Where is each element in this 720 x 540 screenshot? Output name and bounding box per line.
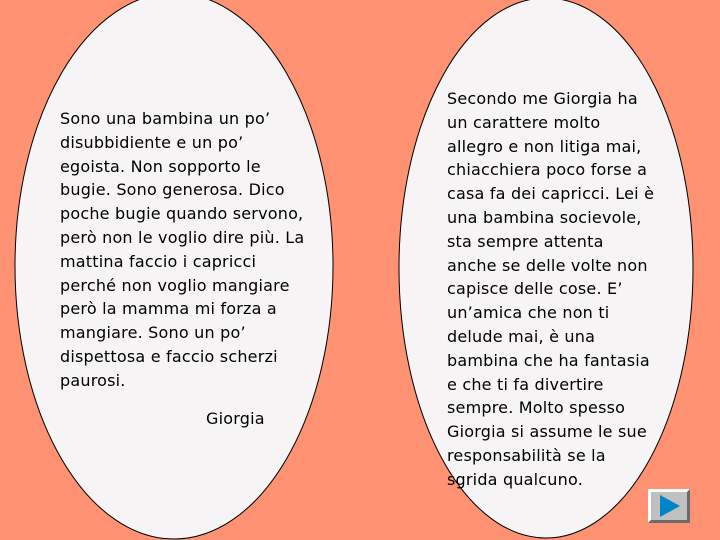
signature: Giorgia bbox=[206, 409, 265, 428]
next-slide-button[interactable] bbox=[648, 489, 690, 523]
right-oval-text: Secondo me Giorgia ha un carattere molto allegro e non litiga mai, chiacchiera poco forse a casa fa dei capricci. Lei è una bambina socievole, sta sempre attenta anche se delle volte non capisce delle cose. E’ un’amica che non ti delude mai, è una bambina che ha fantasia e che ti fa divertire sempre. Molto spesso Giorgia si assume le sue responsabilità se la sgrida qualcuno. bbox=[447, 89, 655, 489]
left-oval-text: Sono una bambina un po’ disubbidiente e un po’ egoista. Non sopporto le bugie. Sono generosa. Dico poche bugie quando servono, però non le voglio dire più. La mattina faccio i capricci perché non voglio mangiare però la mamma mi forza a mangiare. Sono un po’ dispettosa e faccio scherzi paurosi. bbox=[60, 109, 305, 390]
